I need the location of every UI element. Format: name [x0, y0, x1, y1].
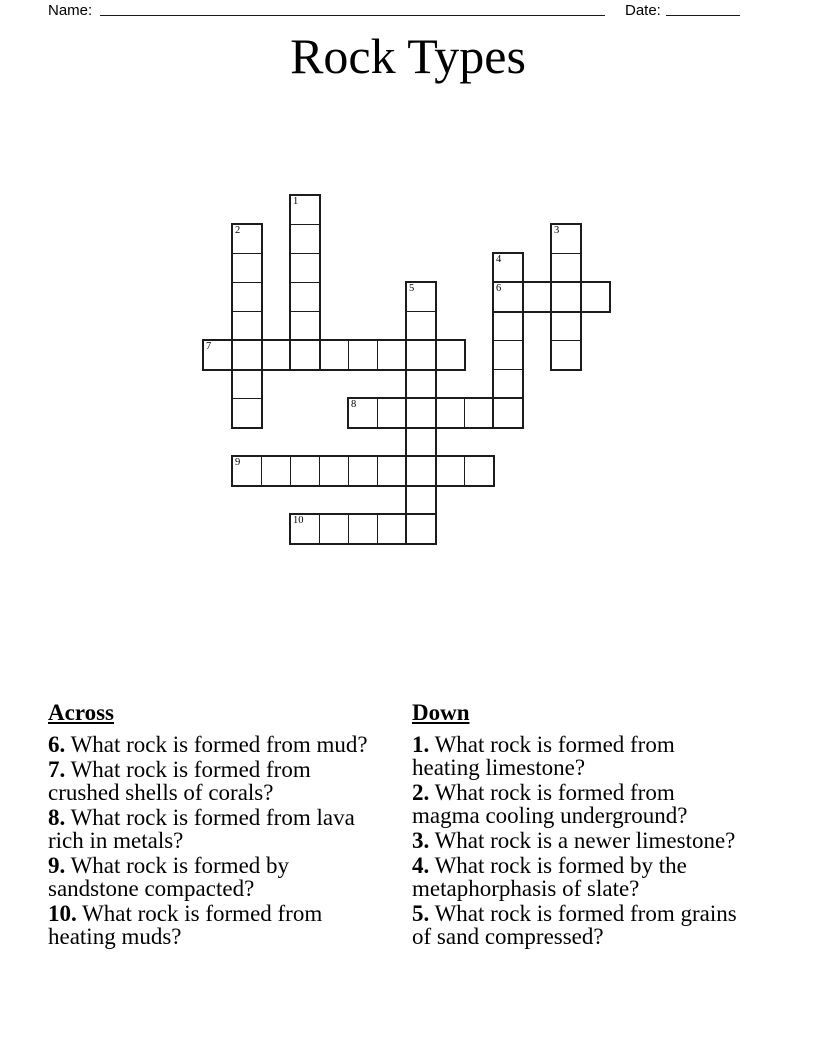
clue-down-2 — [412, 781, 744, 827]
crossword-cell — [581, 283, 609, 311]
clue-across-10 — [48, 902, 382, 948]
crossword-cell — [291, 196, 319, 225]
name-label: Name: — [48, 2, 93, 19]
crossword-cell — [291, 515, 320, 543]
clue-number: 6. — [48, 732, 66, 757]
word-7-across — [202, 339, 466, 371]
crossword-cell — [233, 457, 262, 485]
crossword-cell — [233, 399, 261, 427]
crossword-cell — [262, 341, 291, 369]
crossword-cell — [233, 283, 261, 312]
clue-number: 4. — [412, 853, 430, 878]
clue-number: 10. — [48, 901, 77, 926]
across-heading: Across — [48, 700, 115, 725]
clue-text: What rock is formed from heating limestone? — [412, 732, 675, 780]
clue-number: 2. — [412, 780, 430, 805]
crossword-cell — [320, 341, 349, 369]
crossword-cell — [233, 225, 261, 254]
clue-down-5 — [412, 902, 744, 948]
crossword-cell — [320, 515, 349, 543]
clue-across-9 — [48, 854, 382, 900]
crossword-cell — [262, 457, 291, 485]
crossword-cell — [436, 457, 465, 485]
crossword-cell — [378, 515, 407, 543]
cell-clue-number: 4 — [496, 254, 502, 265]
clue-text: What rock is formed from lava rich in metals? — [48, 805, 355, 853]
clue-across-7 — [48, 758, 382, 804]
date-label: Date: — [625, 2, 661, 19]
crossword-cell — [407, 312, 435, 341]
crossword-cell — [407, 486, 435, 515]
crossword-cell — [378, 399, 407, 427]
crossword-cell — [552, 254, 580, 283]
clue-down-1 — [412, 733, 744, 779]
clue-text: What rock is formed from crushed shells of corals? — [48, 757, 311, 805]
crossword-cell — [320, 457, 349, 485]
down-clues-section — [412, 701, 744, 950]
cell-clue-number: 2 — [235, 225, 241, 236]
crossword-cell — [378, 341, 407, 369]
clue-number: 5. — [412, 901, 430, 926]
clue-text: What rock is a newer limestone? — [434, 828, 736, 853]
word-10-across — [289, 513, 437, 545]
crossword-cell — [494, 370, 522, 399]
crossword-cell — [291, 341, 320, 369]
clue-text: What rock is formed by sandstone compacted? — [48, 853, 290, 901]
cell-clue-number: 3 — [554, 225, 560, 236]
crossword-cell — [233, 254, 261, 283]
clue-number: 3. — [412, 828, 430, 853]
crossword-cell — [291, 254, 319, 283]
cell-clue-number: 9 — [235, 457, 241, 468]
clue-text: What rock is formed from heating muds? — [48, 901, 323, 949]
page-title: Rock Types — [290, 28, 526, 84]
crossword-cell — [291, 457, 320, 485]
crossword-cell — [552, 312, 580, 341]
crossword-cell — [233, 341, 262, 369]
crossword-cell — [291, 283, 319, 312]
cell-clue-number: 5 — [409, 283, 415, 294]
crossword-cell — [349, 457, 378, 485]
clue-text: What rock is formed from mud? — [70, 732, 368, 757]
crossword-cell — [465, 457, 493, 485]
crossword-cell — [552, 283, 581, 311]
word-8-across — [347, 397, 524, 429]
cell-clue-number: 6 — [496, 283, 502, 294]
crossword-cell — [407, 515, 435, 543]
crossword-cell — [407, 428, 435, 457]
crossword-cell — [407, 457, 436, 485]
crossword-cell — [233, 370, 261, 399]
crossword-cell — [523, 283, 552, 311]
crossword-cell — [465, 399, 494, 427]
clue-text: What rock is formed from grains of sand compressed? — [412, 901, 737, 949]
cell-clue-number: 8 — [351, 399, 357, 410]
crossword-cell — [552, 341, 580, 369]
word-2-down — [231, 223, 263, 429]
across-clues-section — [48, 701, 382, 950]
crossword-cell — [407, 283, 435, 312]
crossword-cell — [291, 312, 319, 341]
crossword-cell — [349, 515, 378, 543]
crossword-cell — [494, 283, 523, 311]
down-heading: Down — [412, 700, 470, 725]
crossword-cell — [407, 399, 436, 427]
crossword-cell — [436, 341, 464, 369]
cell-clue-number: 10 — [293, 515, 304, 526]
word-9-across — [231, 455, 495, 487]
crossword-cell — [407, 341, 436, 369]
cell-clue-number: 7 — [206, 341, 212, 352]
crossword-cell — [349, 399, 378, 427]
crossword-cell — [494, 399, 522, 427]
clue-across-6 — [48, 733, 382, 756]
crossword-cell — [233, 312, 261, 341]
clue-number: 7. — [48, 757, 66, 782]
crossword-cell — [349, 341, 378, 369]
crossword-cell — [494, 341, 522, 370]
cell-clue-number: 1 — [293, 196, 299, 207]
clue-number: 9. — [48, 853, 66, 878]
crossword-cell — [436, 399, 465, 427]
crossword-cell — [378, 457, 407, 485]
clue-down-3 — [412, 829, 744, 852]
clue-down-4 — [412, 854, 744, 900]
crossword-cell — [291, 225, 319, 254]
clue-text: What rock is formed by the metaphorphasis of slate? — [412, 853, 687, 901]
clue-across-8 — [48, 806, 382, 852]
clue-text: What rock is formed from magma cooling underground? — [412, 780, 688, 828]
crossword-cell — [494, 312, 522, 341]
crossword-cell — [494, 254, 522, 283]
crossword-cell — [204, 341, 233, 369]
crossword-cell — [407, 370, 435, 399]
word-6-across — [492, 281, 611, 313]
clue-number: 1. — [412, 732, 430, 757]
crossword-cell — [552, 225, 580, 254]
clue-number: 8. — [48, 805, 66, 830]
